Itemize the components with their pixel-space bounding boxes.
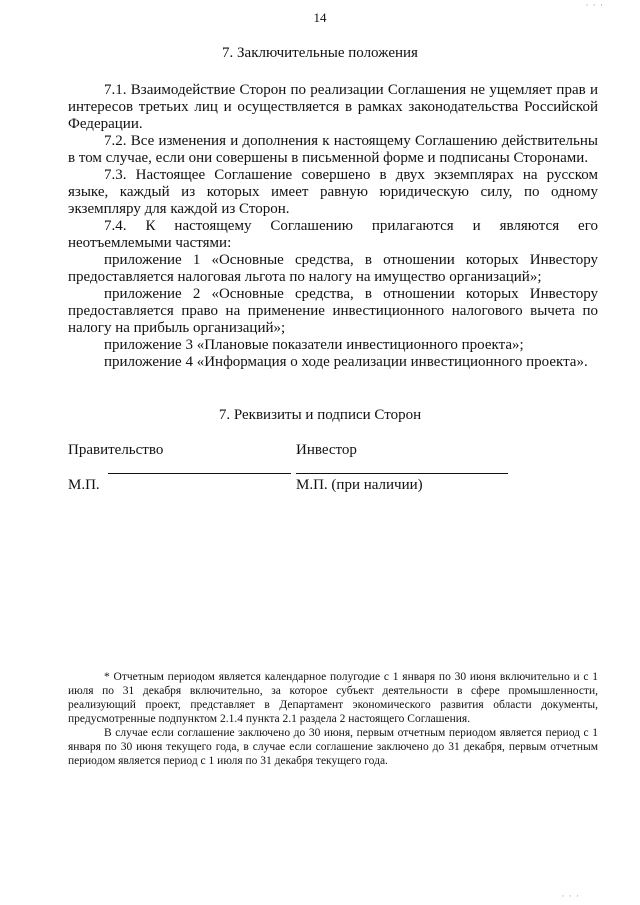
appendix-1: приложение 1 «Основные средства, в отношении которых Инвестору предоставляется налоговая льгота по налогу на имущество организаций»; xyxy=(68,252,598,285)
scan-corner-mark: · · · xyxy=(585,0,604,10)
footnote-paragraph-1: * Отчетным периодом является календарное полугодие с 1 января по 30 июня включительно и с 1 июля по 31 декабря включительно, за которое субъект деятельности в сфере промышленности, реализующий проект, представляет в Департамент экономического развития области документы, предусмотренные подпунктом 2.1.4 пункта 2.1 раздела 2 настоящего Соглашения. xyxy=(68,671,598,725)
footnote-paragraph-2: В случае если соглашение заключено до 30 июня, первым отчетным периодом является период с 1 января по 30 июня текущего года, в случае если соглашение заключено до 31 декабря, первым отчетным периодом является период с 1 июля по 31 декабря текущего года. xyxy=(68,727,598,767)
page-number: 14 xyxy=(313,10,327,25)
right-party-label: Инвестор xyxy=(296,442,357,458)
appendix-2: приложение 2 «Основные средства, в отношении которых Инвестору предоставляется право на применение инвестиционного налогового вычета по налогу на прибыль организаций»; xyxy=(68,286,598,336)
clause-7-1: 7.1. Взаимодействие Сторон по реализации Соглашения не ущемляет прав и интересов третьих лиц и осуществляется в рамках законодательства Российской Федерации. xyxy=(68,82,598,132)
clause-7-4: 7.4. К настоящему Соглашению прилагаются и являются его неотъемлемыми частями: xyxy=(68,218,598,251)
section-final-heading: 7. Заключительные положения xyxy=(222,45,418,61)
appendix-3: приложение 3 «Плановые показатели инвестиционного проекта»; xyxy=(104,337,524,353)
section-signatures-heading: 7. Реквизиты и подписи Сторон xyxy=(218,407,422,423)
right-signature-line xyxy=(296,473,508,474)
right-seal-label: М.П. (при наличии) xyxy=(296,477,423,493)
scan-bottom-mark: · · · xyxy=(561,891,580,901)
left-seal-label: М.П. xyxy=(68,477,100,493)
section-final-body xyxy=(68,82,598,371)
left-signature-line xyxy=(108,473,291,474)
footnote xyxy=(68,670,598,768)
clause-7-2: 7.2. Все изменения и дополнения к настоящему Соглашению действительны в том случае, если они совершены в письменной форме и подписаны Сторонами. xyxy=(68,133,598,166)
clause-7-3: 7.3. Настоящее Соглашение совершено в двух экземплярах на русском языке, каждый из которых имеет равную юридическую силу, по одному экземпляру для каждой из Сторон. xyxy=(68,167,598,217)
appendix-4: приложение 4 «Информация о ходе реализации инвестиционного проекта». xyxy=(104,354,588,370)
left-party-label: Правительство xyxy=(68,442,164,458)
